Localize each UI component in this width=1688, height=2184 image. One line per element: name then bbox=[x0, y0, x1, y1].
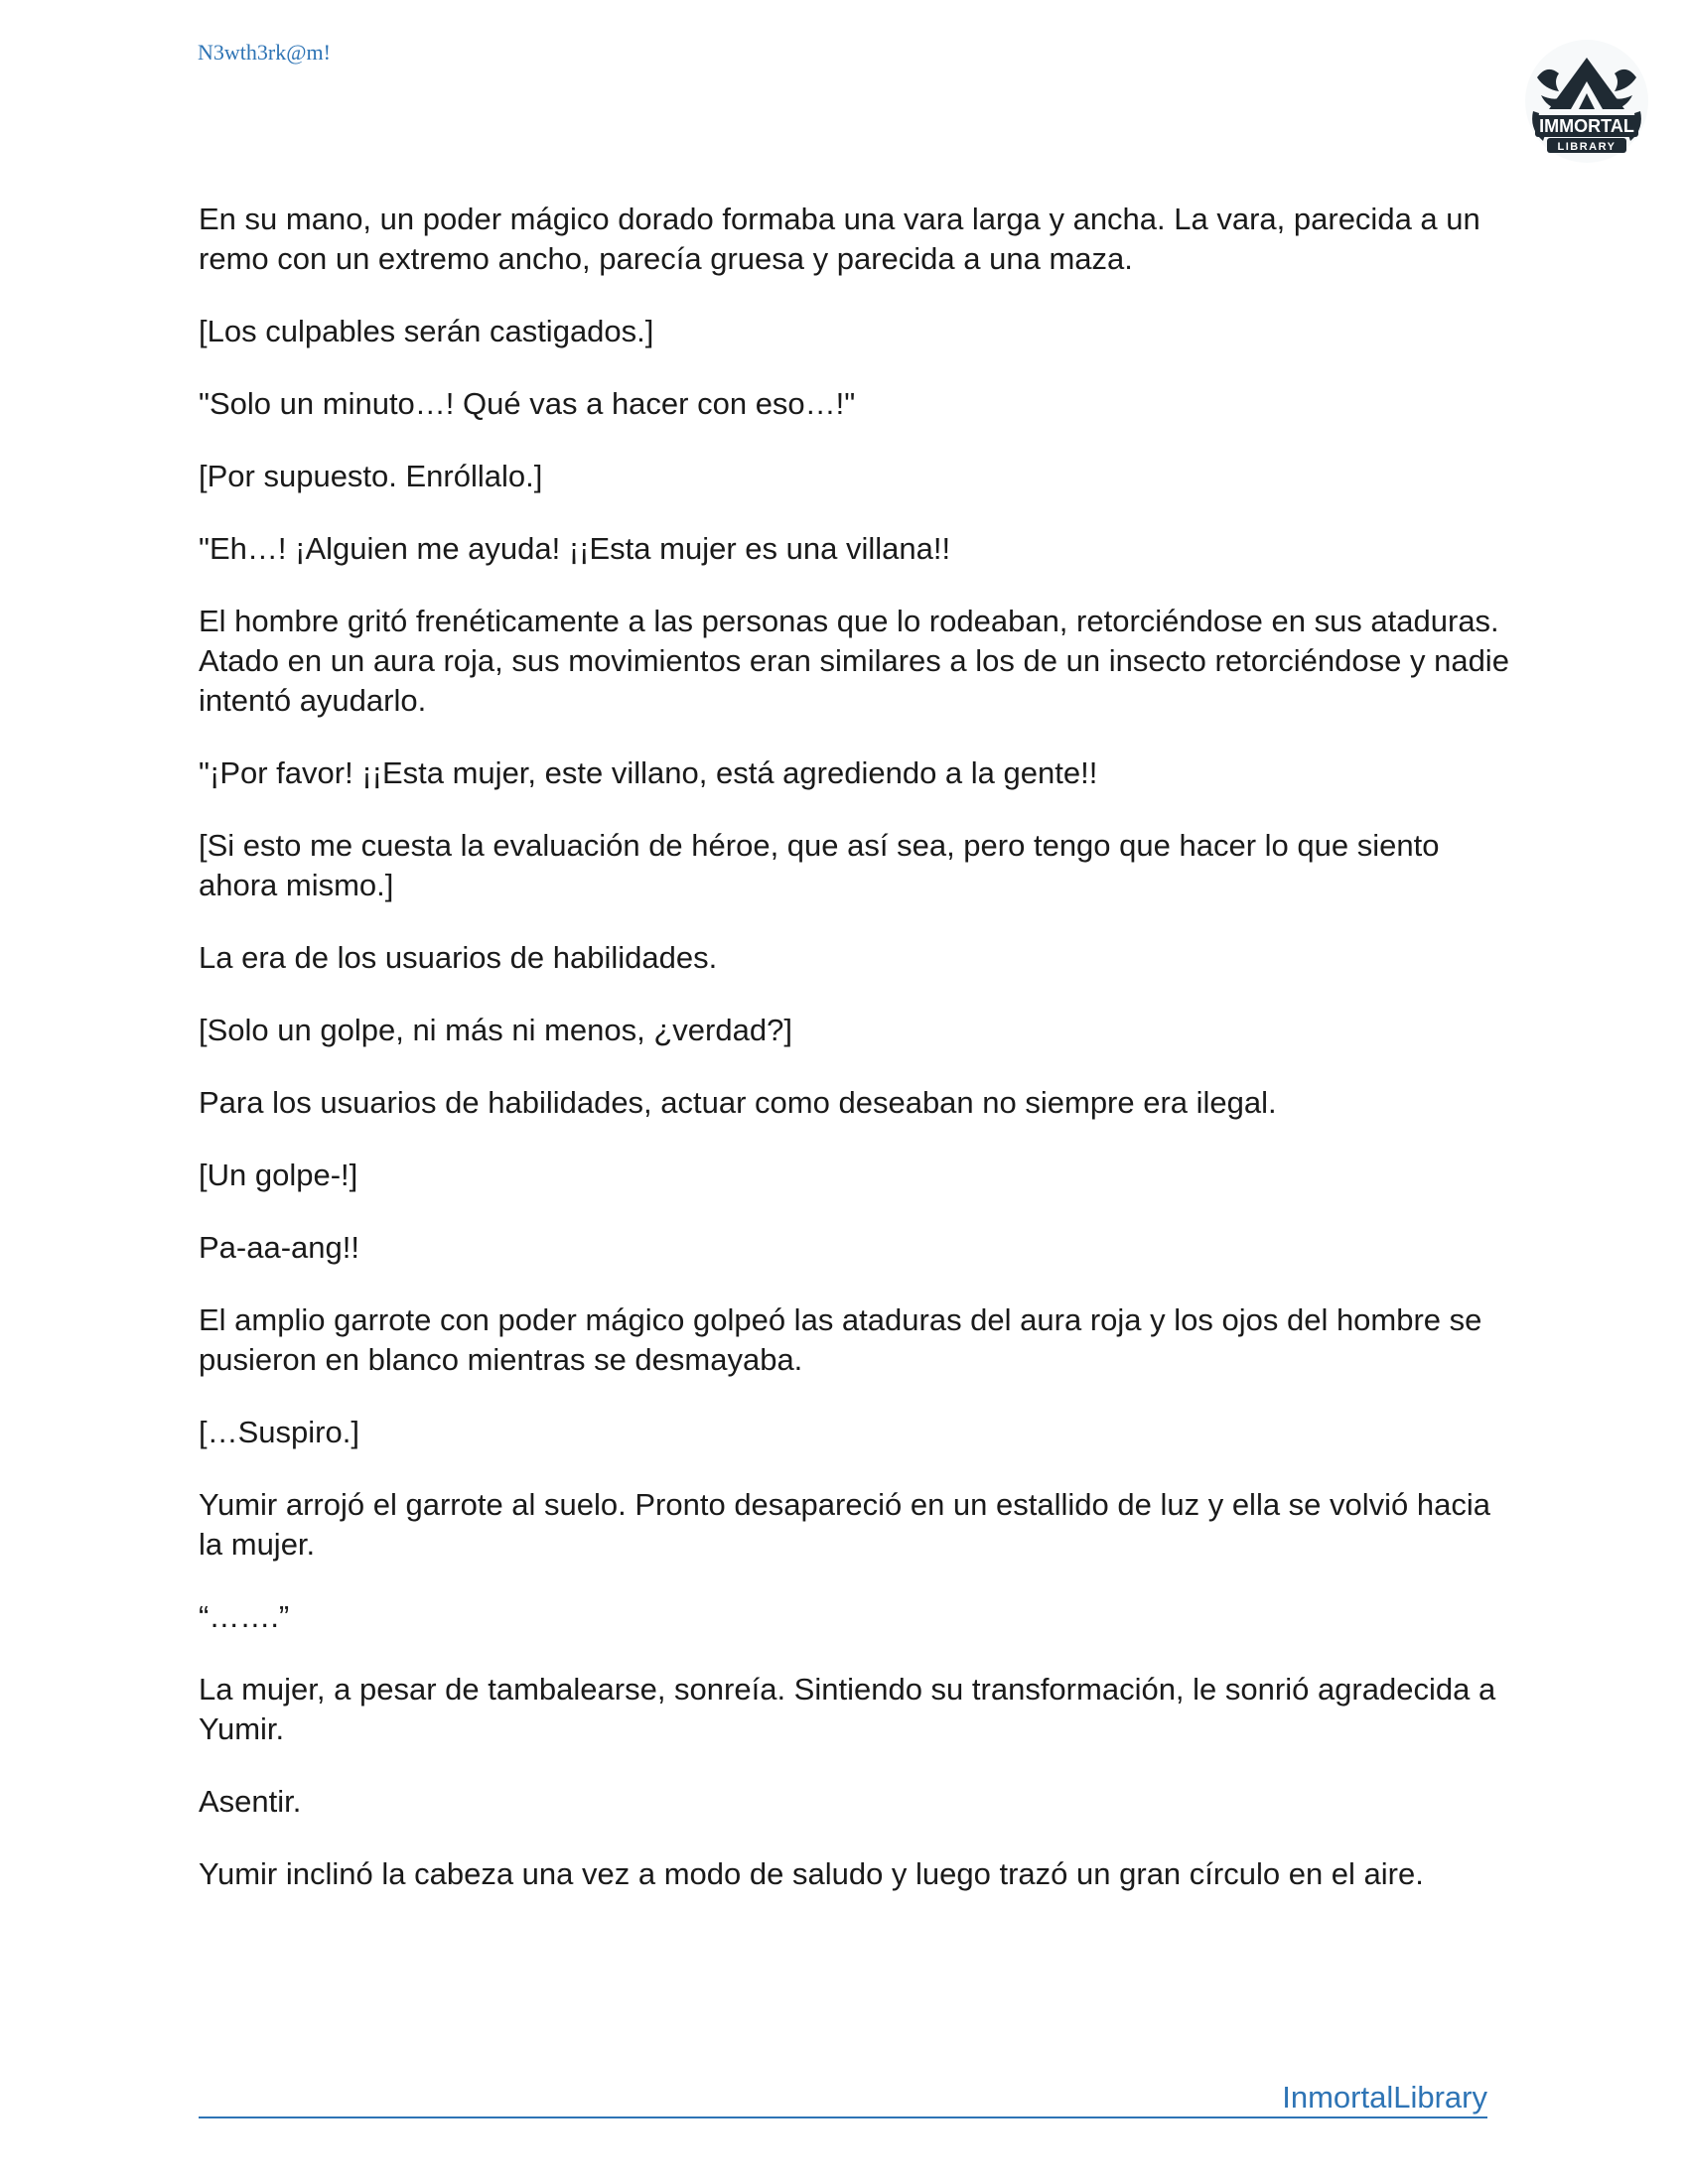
immortal-library-logo bbox=[1519, 38, 1654, 165]
logo-text-line1: IMMORTAL bbox=[1539, 116, 1634, 136]
document-body bbox=[199, 200, 1509, 1927]
paragraph: [Si esto me cuesta la evaluación de héroe, que así sea, pero tengo que hacer lo que siento ahora mismo.] bbox=[199, 828, 1440, 902]
paragraph: "Solo un minuto…! Qué vas a hacer con eso…!" bbox=[199, 386, 856, 421]
footer-library-link[interactable]: InmortalLibrary bbox=[1282, 2080, 1487, 2115]
paragraph: Yumir inclinó la cabeza una vez a modo de saludo y luego trazó un gran círculo en el aire. bbox=[199, 1856, 1424, 1891]
paragraph: “…….” bbox=[199, 1599, 290, 1634]
paragraph: El hombre gritó frenéticamente a las personas que lo rodeaban, retorciéndose en sus ataduras. Atado en un aura roja, sus movimientos eran similares a los de un insecto retorciéndose y nadie intentó ayudarlo. bbox=[199, 604, 1509, 718]
paragraph: La mujer, a pesar de tambalearse, sonreía. Sintiendo su transformación, le sonrió agradecida a Yumir. bbox=[199, 1672, 1496, 1746]
paragraph: Para los usuarios de habilidades, actuar como deseaban no siempre era ilegal. bbox=[199, 1085, 1277, 1120]
paragraph: Asentir. bbox=[199, 1784, 302, 1819]
paragraph: El amplio garrote con poder mágico golpeó las ataduras del aura roja y los ojos del hombre se pusieron en blanco mientras se desmayaba. bbox=[199, 1302, 1482, 1377]
header-watermark-text: N3wth3rk@m! bbox=[198, 40, 331, 65]
paragraph: "Eh…! ¡Alguien me ayuda! ¡¡Esta mujer es una villana!! bbox=[199, 531, 951, 566]
paragraph: […Suspiro.] bbox=[199, 1415, 359, 1449]
paragraph: "¡Por favor! ¡¡Esta mujer, este villano, está agrediendo a la gente!! bbox=[199, 755, 1098, 790]
paragraph: [Solo un golpe, ni más ni menos, ¿verdad?] bbox=[199, 1013, 792, 1047]
paragraph: [Los culpables serán castigados.] bbox=[199, 314, 654, 348]
logo-text-line2: LIBRARY bbox=[1557, 141, 1617, 153]
footer-rule bbox=[199, 2116, 1487, 2118]
paragraph: La era de los usuarios de habilidades. bbox=[199, 940, 718, 975]
paragraph: Pa-aa-ang!! bbox=[199, 1230, 359, 1265]
paragraph: Yumir arrojó el garrote al suelo. Pronto desapareció en un estallido de luz y ella se volvió hacia la mujer. bbox=[199, 1487, 1491, 1562]
paragraph: [Un golpe-!] bbox=[199, 1158, 358, 1192]
paragraph: [Por supuesto. Enróllalo.] bbox=[199, 459, 543, 493]
paragraph: En su mano, un poder mágico dorado formaba una vara larga y ancha. La vara, parecida a un remo con un extremo ancho, parecía gruesa y parecida a una maza. bbox=[199, 202, 1480, 276]
